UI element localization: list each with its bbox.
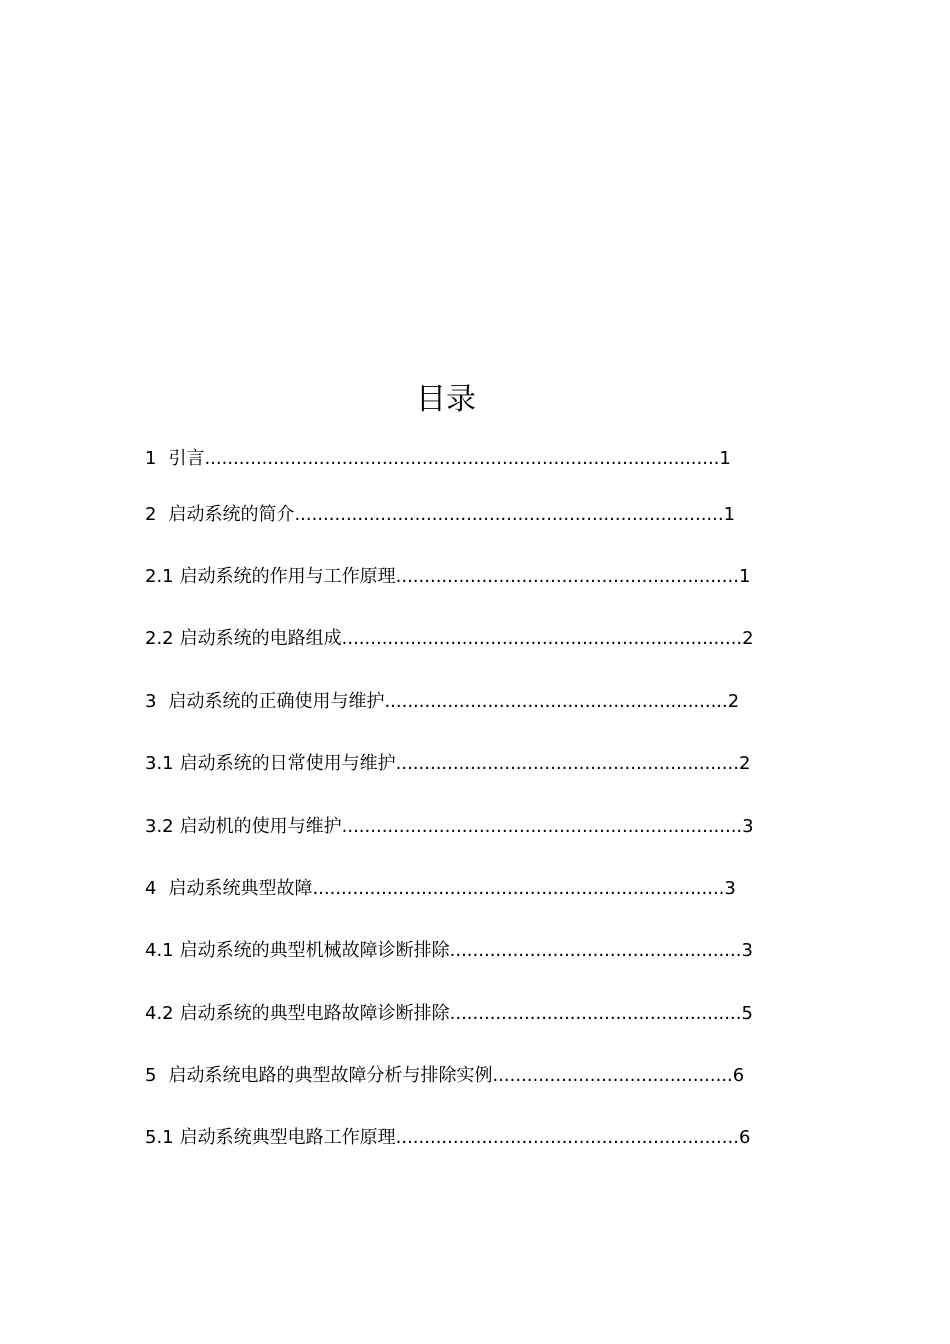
toc-page-number: 1 — [738, 566, 751, 587]
toc-entry-text: 启动机的使用与维护 — [179, 816, 342, 837]
toc-entry-number: 3.2 — [145, 816, 174, 837]
toc-page-number: 2 — [742, 628, 754, 649]
toc-entry-text: 启动系统的作用与工作原理 — [179, 566, 396, 587]
toc-entry-number: 2.2 — [145, 628, 174, 649]
toc-entry-number: 5.1 — [145, 1127, 174, 1148]
toc-entry-3-2[interactable] — [145, 814, 754, 840]
toc-leader-dots: ...................................................................... — [341, 816, 743, 837]
toc-page-number: 2 — [738, 753, 751, 774]
toc-leader-dots: ........................................................................ — [312, 878, 725, 899]
toc-entry-3[interactable] — [145, 689, 739, 715]
toc-entry-number: 4 — [145, 878, 157, 899]
toc-leader-dots: .......................................... — [492, 1065, 733, 1086]
toc-leader-dots: ............................................................ — [395, 566, 739, 587]
toc-leader-dots: ............................................................ — [395, 1127, 739, 1148]
toc-entry-text: 启动系统的电路组成 — [179, 628, 342, 649]
toc-entry-4-1[interactable] — [145, 938, 753, 964]
toc-entry-text: 启动系统的日常使用与维护 — [179, 753, 396, 774]
toc-entry-text: 启动系统的典型机械故障诊断排除 — [179, 940, 450, 961]
toc-entry-text: 启动系统的典型电路故障诊断排除 — [179, 1003, 450, 1024]
toc-entry-text: 引言 — [168, 448, 205, 469]
toc-entry-number: 4.2 — [145, 1003, 174, 1024]
toc-entry-number: 3.1 — [145, 753, 174, 774]
toc-leader-dots: ................................................... — [449, 940, 742, 961]
toc-leader-dots: ...................................................................... — [341, 628, 743, 649]
toc-page-number: 1 — [719, 448, 731, 469]
toc-entry-number: 3 — [145, 691, 157, 712]
toc-page-number: 1 — [723, 504, 736, 525]
toc-page-number: 3 — [742, 816, 754, 837]
toc-page-number: 3 — [741, 940, 753, 961]
toc-leader-dots: ........................................................................... — [294, 504, 724, 525]
toc-entry-text: 启动系统的正确使用与维护 — [168, 691, 385, 712]
toc-leader-dots: .......................................................................................... — [204, 448, 720, 469]
toc-entry-number: 2 — [145, 504, 157, 525]
toc-leader-dots: ............................................................ — [395, 753, 739, 774]
toc-page-number: 5 — [741, 1003, 753, 1024]
toc-page-number: 3 — [724, 878, 736, 899]
toc-leader-dots: ................................................... — [449, 1003, 742, 1024]
toc-entry-text: 启动系统典型电路工作原理 — [179, 1127, 396, 1148]
toc-page-number: 6 — [732, 1065, 745, 1086]
toc-entry-5-1[interactable] — [145, 1125, 750, 1151]
toc-entry-5[interactable] — [145, 1063, 744, 1089]
toc-entry-text: 启动系统的简介 — [168, 504, 295, 525]
toc-entry-text: 启动系统典型故障 — [168, 878, 313, 899]
toc-entry-3-1[interactable] — [145, 751, 750, 777]
toc-title: 目录 — [416, 382, 476, 417]
toc-entry-1[interactable] — [145, 446, 731, 472]
toc-leader-dots: ............................................................ — [384, 691, 728, 712]
toc-entry-4-2[interactable] — [145, 1001, 753, 1027]
toc-entry-number: 4.1 — [145, 940, 174, 961]
toc-entry-text: 启动系统电路的典型故障分析与排除实例 — [168, 1065, 493, 1086]
toc-entry-2[interactable] — [145, 502, 735, 528]
toc-entry-number: 5 — [145, 1065, 157, 1086]
toc-page-number: 6 — [738, 1127, 751, 1148]
toc-entry-number: 1 — [145, 448, 157, 469]
toc-page-number: 2 — [727, 691, 740, 712]
toc-entry-4[interactable] — [145, 876, 736, 902]
toc-entry-2-2[interactable] — [145, 626, 754, 652]
toc-entry-number: 2.1 — [145, 566, 174, 587]
toc-entry-2-1[interactable] — [145, 564, 750, 590]
